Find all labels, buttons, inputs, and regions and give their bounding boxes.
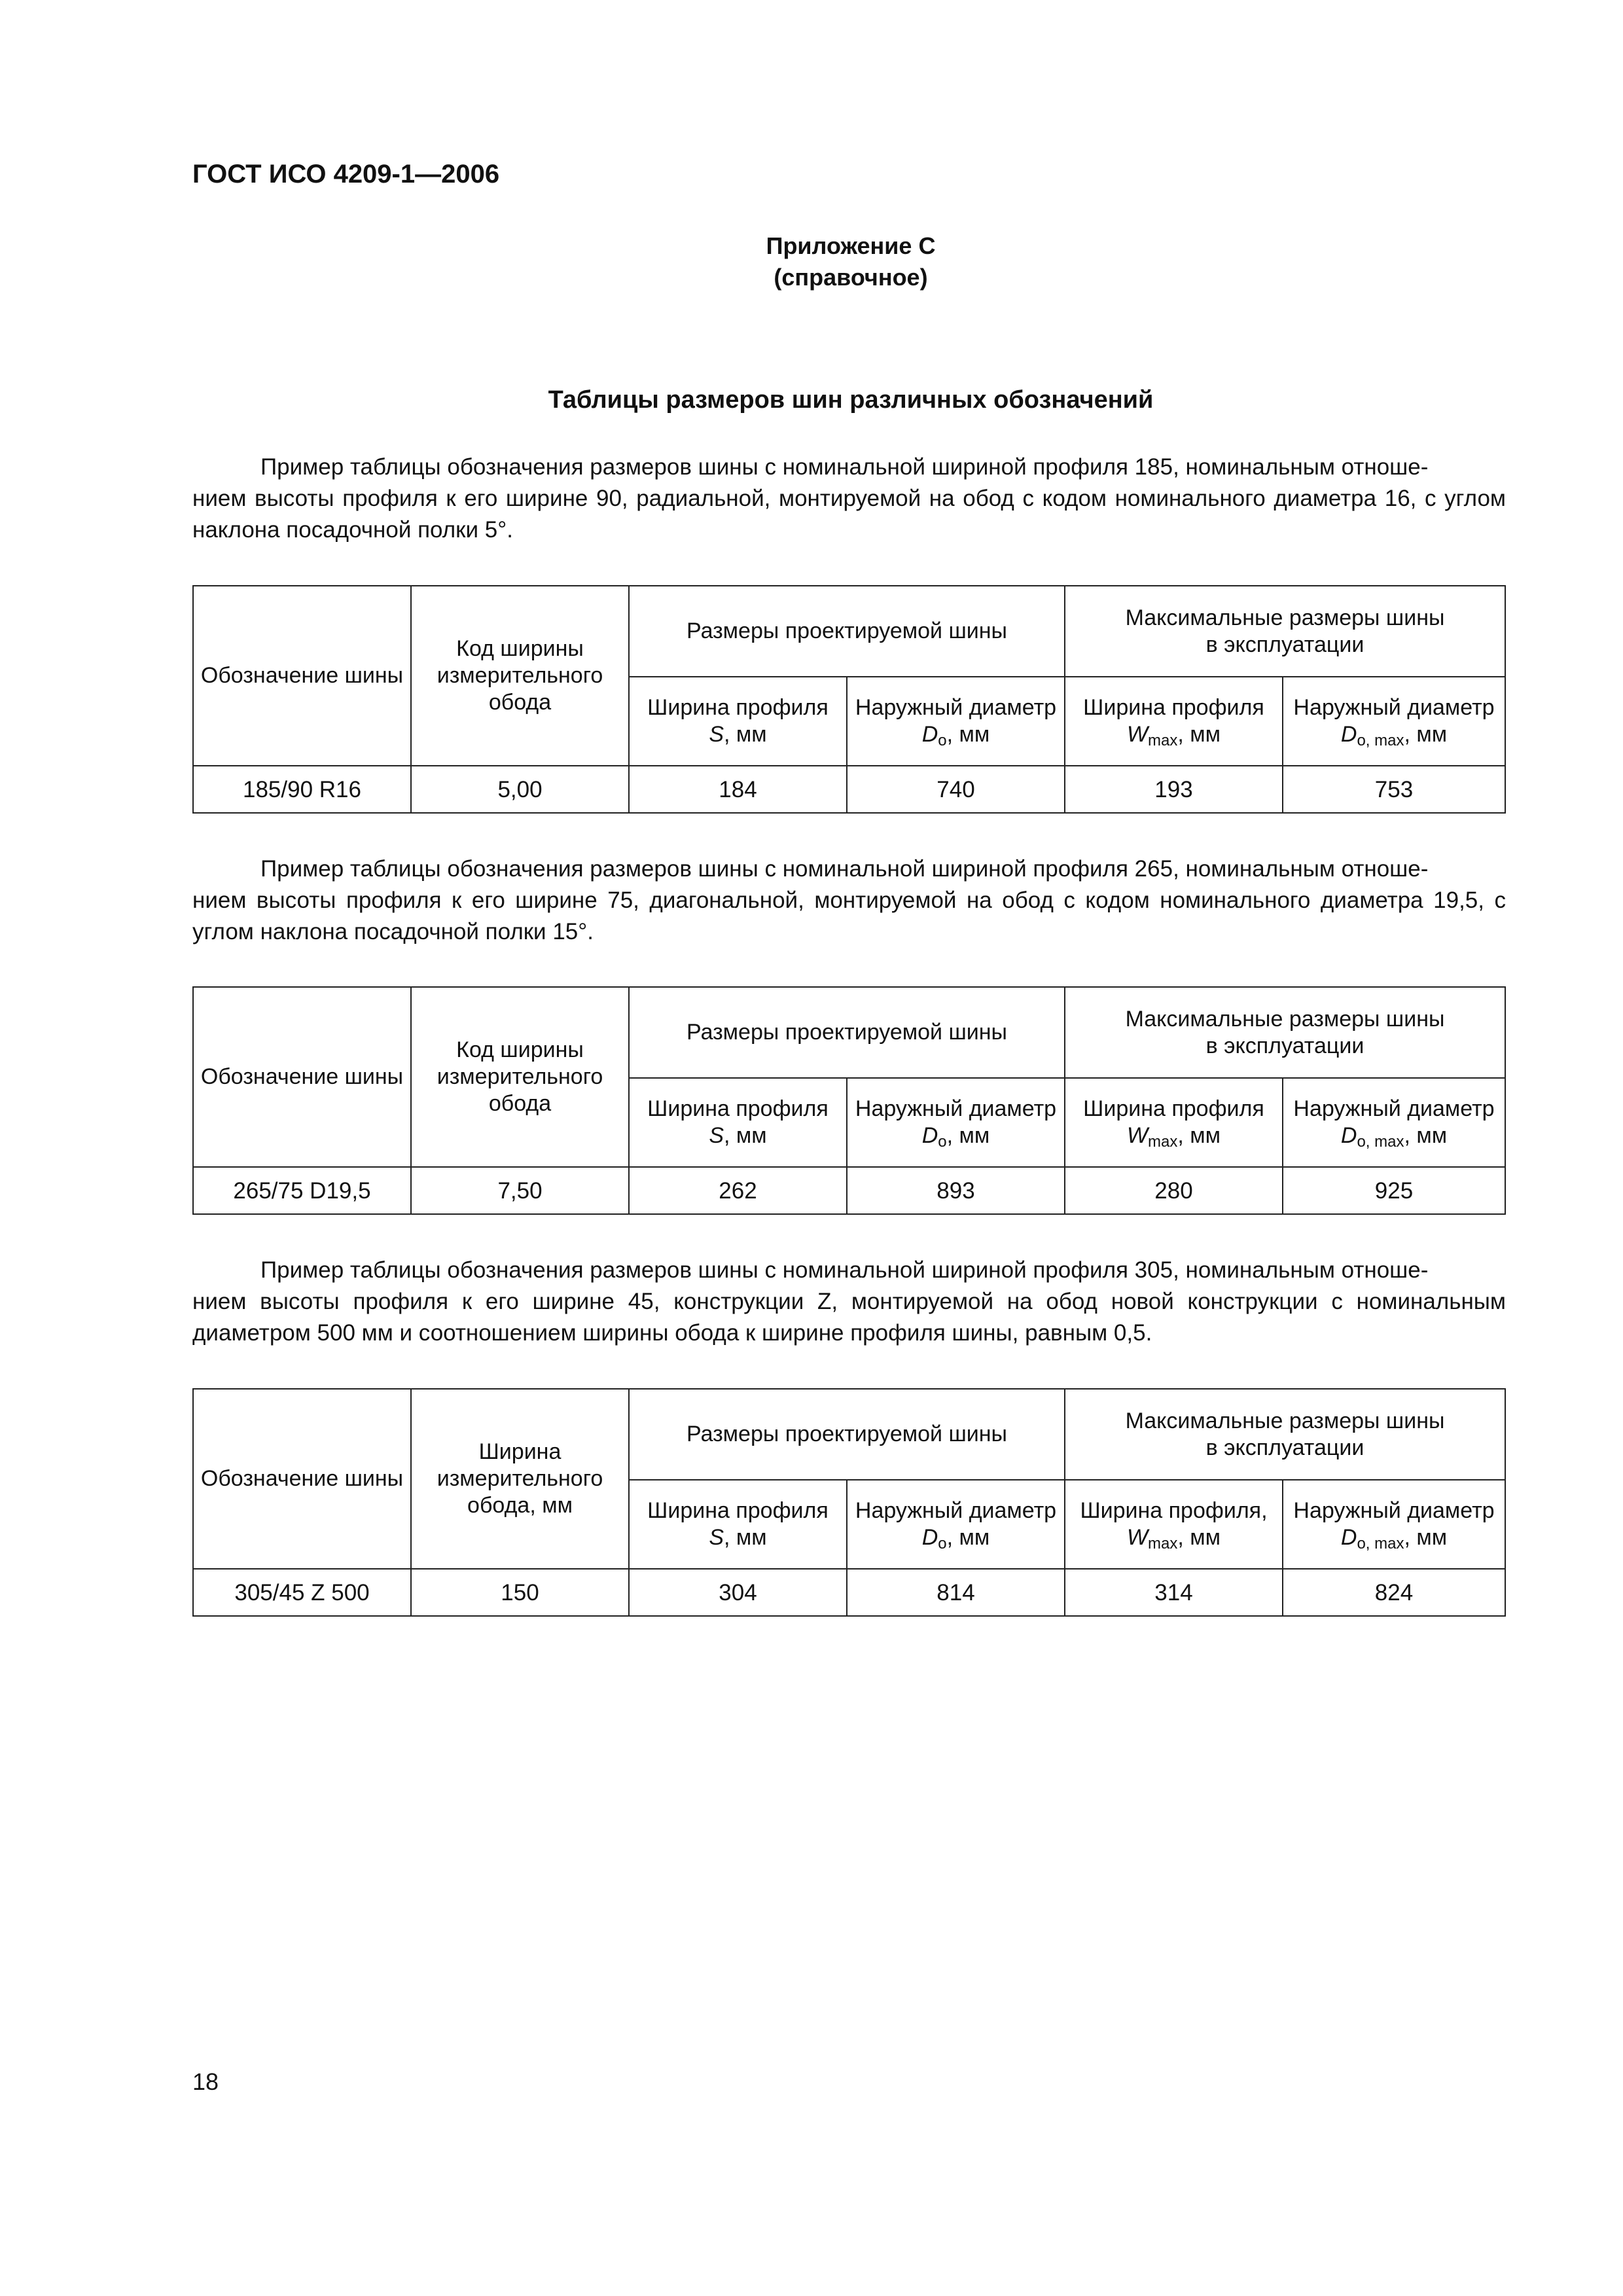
cell-diameter: 740 [847,766,1065,813]
header-design-dims: Размеры проектируемой шины [629,1389,1065,1480]
cell-diameter: 814 [847,1569,1065,1616]
cell-designation: 185/90 R16 [193,766,411,813]
table-row [193,1569,1505,1616]
table-row [193,766,1505,813]
header-rim: Код ширины измерительного обода [411,586,629,766]
intro-paragraph-2-line-1: Пример таблицы обозначения размеров шины с номинальной шириной профиля 265, номинальным отноше- [260,856,1429,882]
cell-diameter: 893 [847,1167,1065,1214]
header-width-max: Ширина профиля $W_{max}$, мм [1065,677,1283,766]
header-max-dims-line-1: Максимальные размеры шины [1125,605,1445,630]
cell-designation: 305/45 Z 500 [193,1569,411,1616]
header-designation: Обозначение шины [193,586,411,766]
header-max-dims-line-2: в эксплуатации [1205,1033,1364,1058]
intro-paragraph-1-rest: нием высоты профиля к его ширине 90, радиальной, монтируемой на обод с кодом номинального диаметра 16, с углом наклона посадочной полки 5°. [192,486,1506,543]
header-max-dims-line-2: в эксплуатации [1205,632,1364,657]
annex-title: Приложение С [766,232,936,259]
table-row [193,1167,1505,1214]
header-diameter-max: Наружный диаметр $D_{o, max}$, мм [1283,1078,1505,1167]
header-rim: Код ширины измерительного обода [411,987,629,1167]
intro-paragraph-3-line-1: Пример таблицы обозначения размеров шины с номинальной шириной профиля 305, номинальным отноше- [260,1257,1429,1283]
header-max-dims-line-2: в эксплуатации [1205,1435,1364,1460]
header-max-dims [1065,1389,1505,1480]
header-rim: Ширина измерительного обода, мм [411,1389,629,1569]
header-width-design: Ширина профиля S, мм [629,1480,847,1569]
header-width-max: Ширина профиля $W_{max}$, мм [1065,1078,1283,1167]
header-diameter-design: Наружный диаметр $D_o$, мм [847,1480,1065,1569]
intro-paragraph-3-rest: нием высоты профиля к его ширине 45, конструкции Z, монтируемой на обод новой конструкции с номинальным диаметром 500 мм и соотношением ширины обода к ширине профиля шины, равным 0,5. [192,1289,1506,1346]
header-diameter-design: Наружный диаметр $D_o$, мм [847,677,1065,766]
cell-width: 262 [629,1167,847,1214]
page-number: 18 [192,2068,219,2095]
cell-width-max: 193 [1065,766,1283,813]
document-id: ГОСТ ИСО 4209-1—2006 [192,160,500,188]
cell-rim: 5,00 [411,766,629,813]
header-diameter-max: Наружный диаметр $D_{o, max}$, мм [1283,677,1505,766]
header-design-dims: Размеры проектируемой шины [629,987,1065,1078]
intro-paragraph-1 [192,452,1506,546]
cell-diameter-max: 753 [1283,766,1505,813]
cell-diameter-max: 925 [1283,1167,1505,1214]
intro-paragraph-2 [192,853,1506,948]
annex-heading [0,230,1623,293]
cell-diameter-max: 824 [1283,1569,1505,1616]
header-designation: Обозначение шины [193,1389,411,1569]
intro-paragraph-3 [192,1255,1506,1349]
header-diameter-design: Наружный диаметр $D_o$, мм [847,1078,1065,1167]
size-table-1 [192,585,1506,814]
annex-subtitle: (справочное) [774,264,928,291]
size-table-3 [192,1388,1506,1617]
header-max-dims-line-1: Максимальные размеры шины [1125,1006,1445,1031]
intro-paragraph-2-rest: нием высоты профиля к его ширине 75, диагональной, монтируемой на обод с кодом номинального диаметра 19,5, с углом наклона посадочной полки 15°. [192,888,1506,944]
cell-designation: 265/75 D19,5 [193,1167,411,1214]
header-width-design: Ширина профиля S, мм [629,677,847,766]
cell-rim: 7,50 [411,1167,629,1214]
size-table-2 [192,986,1506,1215]
section-title: Таблицы размеров шин различных обозначений [548,386,1154,414]
header-max-dims-line-1: Максимальные размеры шины [1125,1408,1445,1433]
intro-paragraph-1-line-1: Пример таблицы обозначения размеров шины с номинальной шириной профиля 185, номинальным отноше- [260,454,1429,480]
cell-rim: 150 [411,1569,629,1616]
header-max-dims [1065,586,1505,677]
header-max-dims [1065,987,1505,1078]
header-width-design: Ширина профиля S, мм [629,1078,847,1167]
cell-width-max: 280 [1065,1167,1283,1214]
cell-width: 184 [629,766,847,813]
header-designation: Обозначение шины [193,987,411,1167]
header-design-dims: Размеры проектируемой шины [629,586,1065,677]
header-diameter-max: Наружный диаметр $D_{o, max}$, мм [1283,1480,1505,1569]
cell-width-max: 314 [1065,1569,1283,1616]
cell-width: 304 [629,1569,847,1616]
header-width-max: Ширина профиля, $W_{max}$, мм [1065,1480,1283,1569]
